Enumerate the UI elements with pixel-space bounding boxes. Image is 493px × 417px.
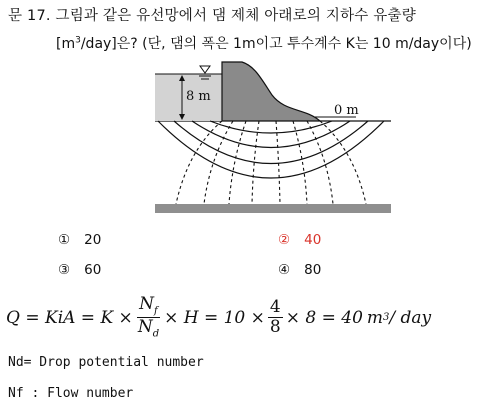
formula-nd: N xyxy=(137,317,153,338)
option-3[interactable] xyxy=(58,262,101,278)
formula-unit-sup: 3 xyxy=(383,312,390,324)
option-2-value: 40 xyxy=(304,232,322,248)
option-4-number: ④ xyxy=(278,262,291,278)
flow-line-4 xyxy=(158,121,384,178)
formula-mid: × H = 10 × xyxy=(164,307,265,328)
question-unit-post: /day]은? (단, 댐의 폭은 1m이고 투수계수 K는 10 m/day이다) xyxy=(80,36,472,52)
note-nf: Nf : Flow number xyxy=(8,386,134,401)
solution-formula xyxy=(6,296,431,340)
equipotential-line-8 xyxy=(320,121,366,204)
equipotential-line-3 xyxy=(229,121,246,204)
formula-unit: m xyxy=(366,307,384,328)
flow-line-2 xyxy=(192,121,350,148)
formula-unit-tail: / day xyxy=(389,307,432,328)
formula-nf: N xyxy=(139,294,155,314)
dam-body xyxy=(222,62,320,121)
equipotential-line-5 xyxy=(276,121,280,204)
option-1-value: 20 xyxy=(84,232,102,248)
option-2-number: ② xyxy=(278,232,291,248)
equipotential-line-6 xyxy=(293,121,307,204)
option-1[interactable] xyxy=(58,232,101,248)
flow-line-1 xyxy=(210,121,332,133)
formula-ratio-4-8 xyxy=(268,299,283,336)
equipotential-line-2 xyxy=(204,121,233,204)
water-level-symbol xyxy=(200,66,210,73)
impermeable-base xyxy=(155,204,391,213)
formula-tail: × 8 = 40 xyxy=(285,307,363,328)
question-unit-sup: 3 xyxy=(75,35,81,46)
head-label: 8 m xyxy=(186,89,211,104)
zero-label: 0 m xyxy=(334,103,359,118)
formula-numerator: 4 xyxy=(269,297,281,318)
option-4[interactable] xyxy=(278,262,321,278)
option-2[interactable] xyxy=(278,232,321,248)
option-4-value: 80 xyxy=(304,262,322,278)
formula-lhs: Q = KiA = K × xyxy=(6,307,133,328)
formula-nd-sub: d xyxy=(152,328,160,340)
question-unit-pre: [m xyxy=(56,36,76,52)
formula-ratio-nf-nd xyxy=(136,296,161,340)
option-1-number: ① xyxy=(58,232,71,248)
formula-nf-sub: f xyxy=(154,305,158,317)
note-nd: Nd= Drop potential number xyxy=(8,355,204,370)
equipotential-line-1 xyxy=(176,121,222,204)
option-3-value: 60 xyxy=(84,262,102,278)
option-3-number: ③ xyxy=(58,262,71,278)
question-line-1: 문 17. 그림과 같은 유선망에서 댐 제체 아래로의 지하수 유출량 xyxy=(8,8,416,24)
formula-denominator: 8 xyxy=(269,317,281,338)
